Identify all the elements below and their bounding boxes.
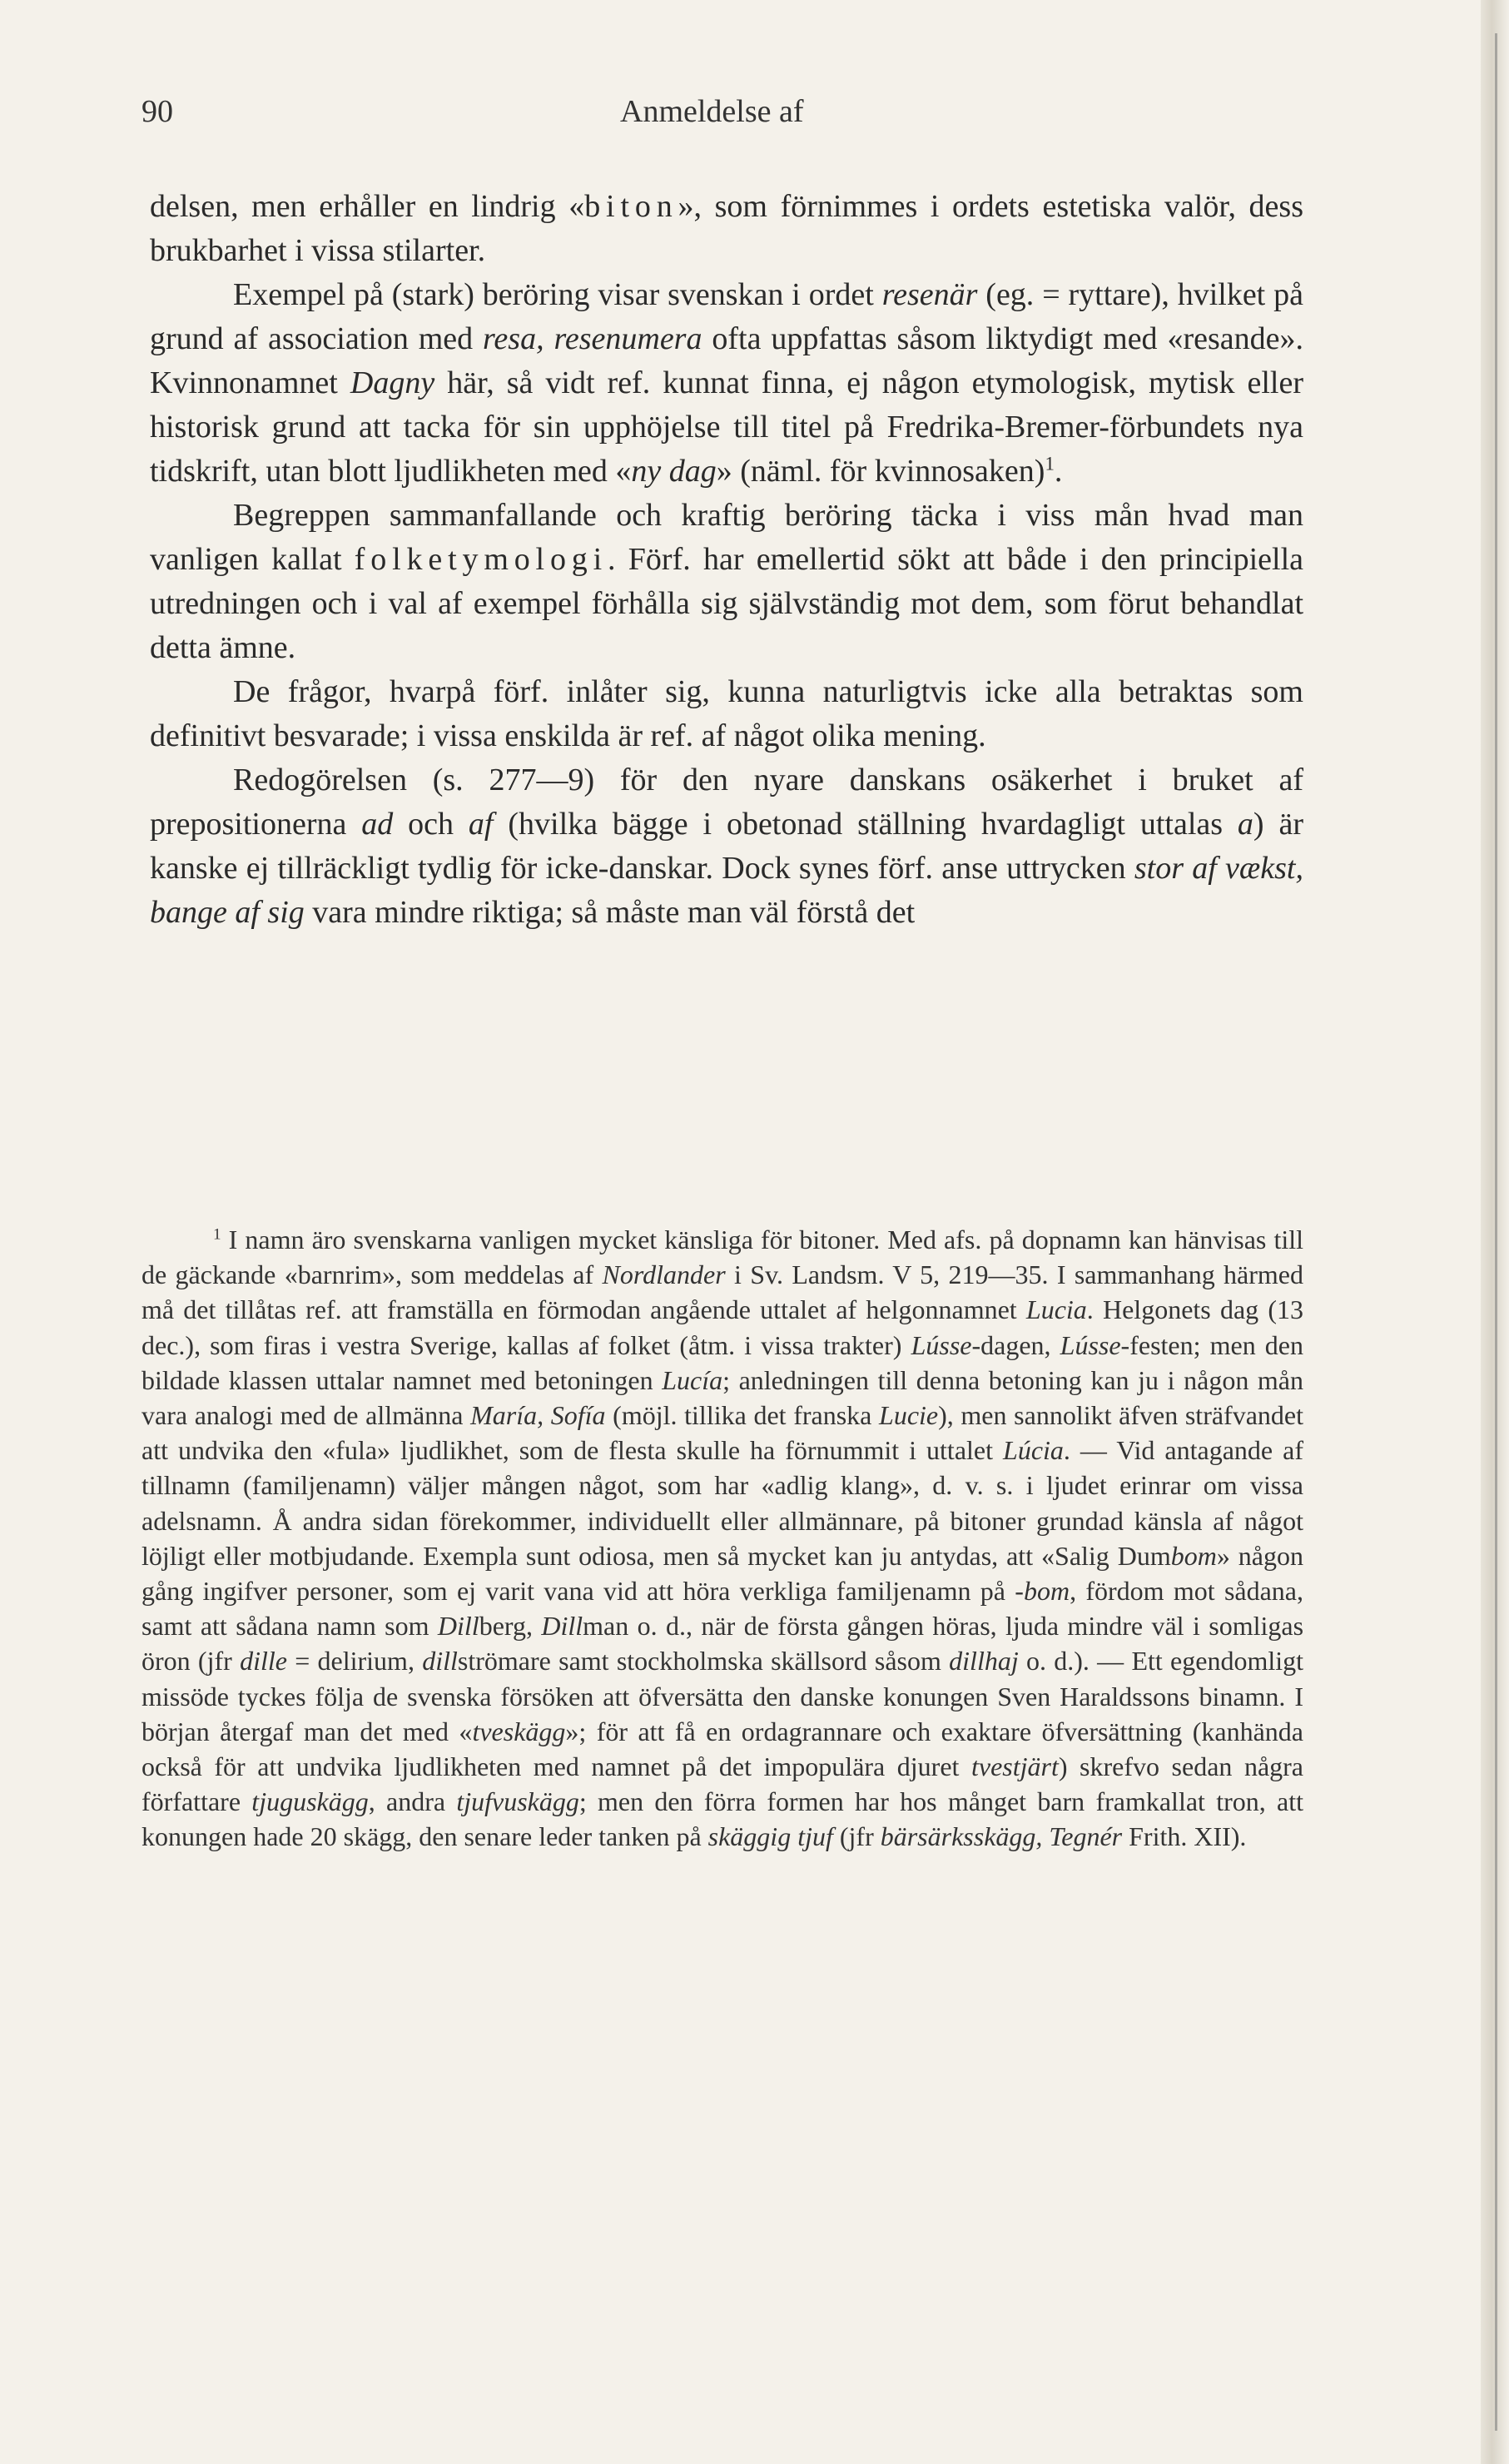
text-run: . [1054,454,1063,489]
italic-term: María, Sofía [470,1400,606,1431]
italic-term: tvestjärt [970,1751,1059,1782]
text-run: Frith. XII). [1122,1821,1247,1852]
paragraph-4: De frågor, hvarpå förf. inlåter sig, kunna naturligtvis icke alla betraktas som definitivt besvarade; i vissa enskilda är ref. af något olika mening. [150,674,1303,753]
text-run: ) är kanske ej tillräckligt tydlig för icke-danskar. Dock synes förf. anse uttrycken [150,807,1303,886]
italic-term: a [1237,807,1253,842]
footnote-paragraph [141,1222,1303,1855]
italic-term: dille [240,1646,287,1677]
text-run: . Helgonets dag (13 dec.), som firas i vestra Sverige, kallas af folket (åtm. i vissa trakter) [141,1294,1304,1360]
text-run: (möjl. tillika det franska [605,1400,880,1431]
italic-term: bärsärksskägg, Tegnér [880,1821,1123,1852]
paragraph-5 [150,758,1303,935]
footnote [141,1222,1303,1855]
text-run: . — Vid antagande af tillnamn (familjenamn) väljer mången något, som har «adlig klang», d. v. s. i ljudet erinrar om vissa adelsnamn. Å andra sidan förekommer, individuellt eller allmännare, på bitoner grundad känsla af något löjligt eller motbjudande. Exempla sunt odiosa, men så mycket kan ju antydas, att «Salig Dum [141,1435,1304,1571]
italic-term: af [468,807,494,842]
text-run: man o. d., när de första gången höras, ljuda mindre väl i somligas öron (jfr [141,1611,1304,1677]
text-run: berg, [479,1611,542,1642]
text-run: -festen; men den bildade klassen uttalar namnet med betoningen [141,1329,1304,1395]
text-run: här, så vidt ref. kunnat finna, ej någon etymologisk, mytisk eller historisk grund att tacka för sin upphöjelse till titel på Fredrika-Bremer-förbundets nya tidskrift, utan blott ljudlikheten med « [150,365,1303,489]
italic-term: -bom [1015,1576,1070,1607]
text-run: » någon gång ingifver personer, som ej varit vana vid att höra verkliga familjenamn på [141,1540,1304,1607]
text-run: i Sv. Landsm. V 5, 219—35. I sammanhang härmed må det tillåtas ref. att framställa en förmodan angående uttalet af helgonnamnet [141,1259,1304,1325]
text-run: ofta uppfattas såsom liktydigt med «resande». Kvinnonamnet [150,321,1304,400]
italic-term: Dill [437,1611,479,1642]
italic-term: Lucie [879,1400,939,1431]
text-run: -dagen, [971,1329,1060,1360]
italic-term: stor af vækst, bange af sig [150,851,1303,930]
text-run: Exempel på (stark) beröring visar svenskan i ordet [233,277,882,312]
italic-term: skäggig tjuf [707,1821,833,1852]
spaced-term: folketymologi [354,542,608,577]
footnote-marker: 1 [213,1225,221,1244]
paragraph-1 [150,185,1303,273]
italic-term: dillhaj [949,1646,1019,1677]
spaced-term: biton [584,189,678,224]
text-run: (hvilka bägge i obetonad ställning hvardagligt uttalas [493,807,1238,842]
page-header [141,93,1307,143]
text-run: strömare samt stockholmska skällsord såsom [457,1646,950,1677]
italic-term: bom [1170,1540,1217,1571]
italic-term: Dagny [350,365,435,400]
italic-term: Lússe [911,1329,972,1360]
text-run: Redogörelsen (s. 277—9) för den nyare danskans osäkerhet i bruket af prepositionerna [150,763,1303,842]
text-run: ) skrefvo sedan några författare [141,1751,1304,1817]
italic-term: tjuguskägg [251,1786,369,1817]
italic-term: tjufvuskägg [456,1786,579,1817]
text-run: . Förf. har emellertid sökt att både i den principiella utredningen och i val af exempel förhålla sig självständig mot dem, som förut behandlat detta ämne. [150,542,1303,665]
italic-term: dill [422,1646,458,1677]
text-run: (jfr [832,1821,881,1852]
italic-term: Lucía [662,1364,723,1395]
text-run: , andra [368,1786,457,1817]
page-number: 90 [141,94,173,129]
text-run: = delirium, [286,1646,423,1677]
text-run: delsen, men erhåller en lindrig « [150,189,585,224]
text-run: », som förnimmes i ordets estetiska valör, dess brukbarhet i vissa stilarter. [150,189,1303,268]
text-run: » (näml. för kvinnosaken) [716,454,1045,489]
italic-term: Lússe [1060,1329,1121,1360]
italic-term: Lucia [1025,1294,1087,1325]
italic-term: Nordlander [602,1259,726,1290]
italic-term: ny dag [631,454,717,489]
italic-term: tveskägg [472,1716,566,1746]
paragraph-2 [150,273,1303,494]
main-text [150,185,1303,935]
italic-term: Lúcia [1003,1435,1064,1466]
text-run: ), men sannolikt äfven sträfvandet att undvika den «fula» ljudlikhet, som de flesta skulle ha förnummit i uttalet [141,1400,1304,1466]
italic-term: resa, resenumera [483,321,702,356]
italic-term: resenär [881,277,978,312]
italic-term: Dill [541,1611,583,1642]
text-run: och [393,807,469,842]
running-head: Anmeldelse af [620,94,804,129]
text-run: ; anledningen till denna betoning kan ju i någon mån vara analogi med de allmänna [141,1364,1304,1431]
text-run: »; för att få en ordagrannare och exaktare öfversättning (kanhända också för att undvika ljudlikheten med namnet på det impopulära djuret [141,1716,1304,1782]
footnote-ref: 1 [1045,453,1055,474]
text-run: I namn äro svenskarna vanligen mycket känsliga för bitoner. Med afs. på dopnamn kan hänvisas till de gäckande «barnrim», som meddelas af [141,1225,1303,1290]
text-run: , fördom mot sådana, samt att sådana namn som [141,1576,1304,1642]
binding-line [1495,33,1497,2431]
text-run: Begreppen sammanfallande och kraftig beröring täcka i viss mån hvad man vanligen kallat [150,498,1303,577]
italic-term: ad [361,807,394,842]
text-run: o. d.). — Ett egendomligt missöde tyckes följa de svenska försöken att öfversätta den danske konungen Sven Haraldssons binamn. I början återgaf man det med « [141,1646,1304,1746]
paragraph-3 [150,494,1303,670]
text-run: ; men den förra formen har hos månget barn framkallat tron, att konungen hade 20 skägg, den senare leder tanken på [141,1786,1304,1852]
text-run: (eg. = ryttare), hvilket på grund af association med [150,277,1303,356]
text-run: vara mindre riktiga; så måste man väl förstå det [304,895,916,930]
